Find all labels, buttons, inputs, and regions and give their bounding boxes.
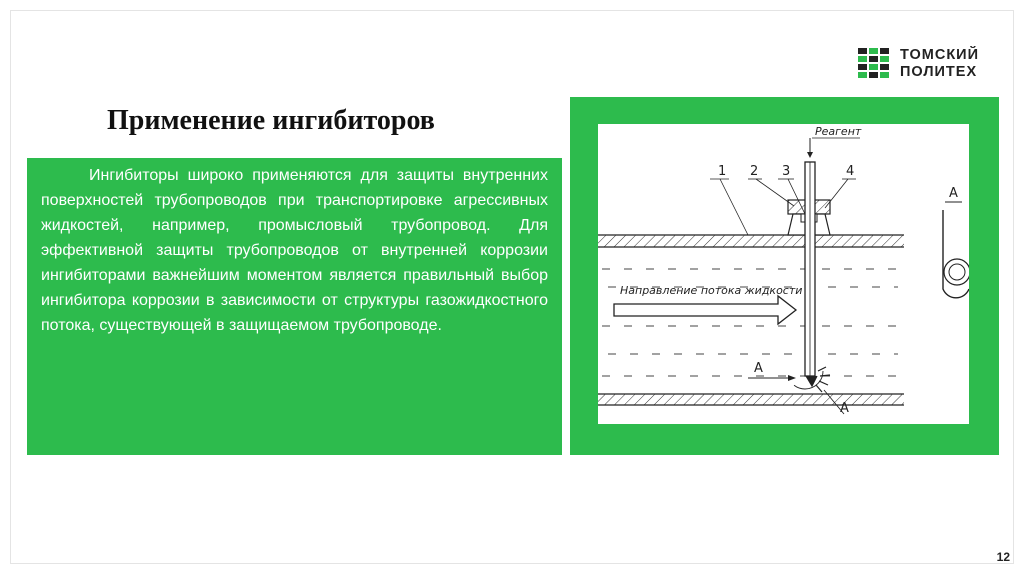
flow-direction-arrow — [614, 284, 802, 324]
part-label-1: 1 — [718, 164, 727, 179]
pipeline-injection-diagram — [598, 124, 969, 424]
text-panel — [27, 158, 562, 455]
section-markers — [748, 361, 849, 416]
upper-pipe-wall — [598, 235, 904, 247]
lower-pipe-wall — [598, 394, 904, 405]
section-view-label: A — [949, 186, 958, 201]
pipeline-drawing-svg — [598, 124, 969, 424]
part-label-4: 4 — [846, 164, 855, 179]
part-label-2: 2 — [750, 164, 759, 179]
tpu-logo — [858, 46, 1018, 86]
section-view-a — [943, 186, 969, 298]
logo-mark-icon — [858, 48, 890, 80]
flow-label: Направление потока жидкости — [620, 284, 803, 297]
body-paragraph: Ингибиторы широко применяются для защиты внутренних поверхностей трубопроводов при транспортировке агрессивных жидкостей, например, промысловый трубопровод. Для эффективной защиты трубопроводов от внутренней коррозии ингибиторами важнейшим моментом является правильный выбор ингибитора коррозии в зависимости от структуры газожидкостного потока, существующей в защищаемом трубопроводе. — [41, 167, 548, 334]
slide-title: Применение ингибиторов — [107, 105, 435, 136]
section-label-left: A — [754, 361, 763, 376]
logo-text — [900, 47, 979, 81]
section-label-bottom: A — [840, 401, 849, 416]
injection-tube — [805, 162, 815, 376]
reagent-label: Реагент — [815, 125, 862, 138]
part-label-3: 3 — [782, 164, 791, 179]
figure-frame — [570, 97, 999, 455]
logo-line-1: ТОМСКИЙ — [900, 47, 980, 63]
page-number: 12 — [996, 550, 1010, 564]
logo-line-2: ПОЛИТЕХ — [900, 64, 978, 80]
part-labels — [710, 164, 856, 235]
